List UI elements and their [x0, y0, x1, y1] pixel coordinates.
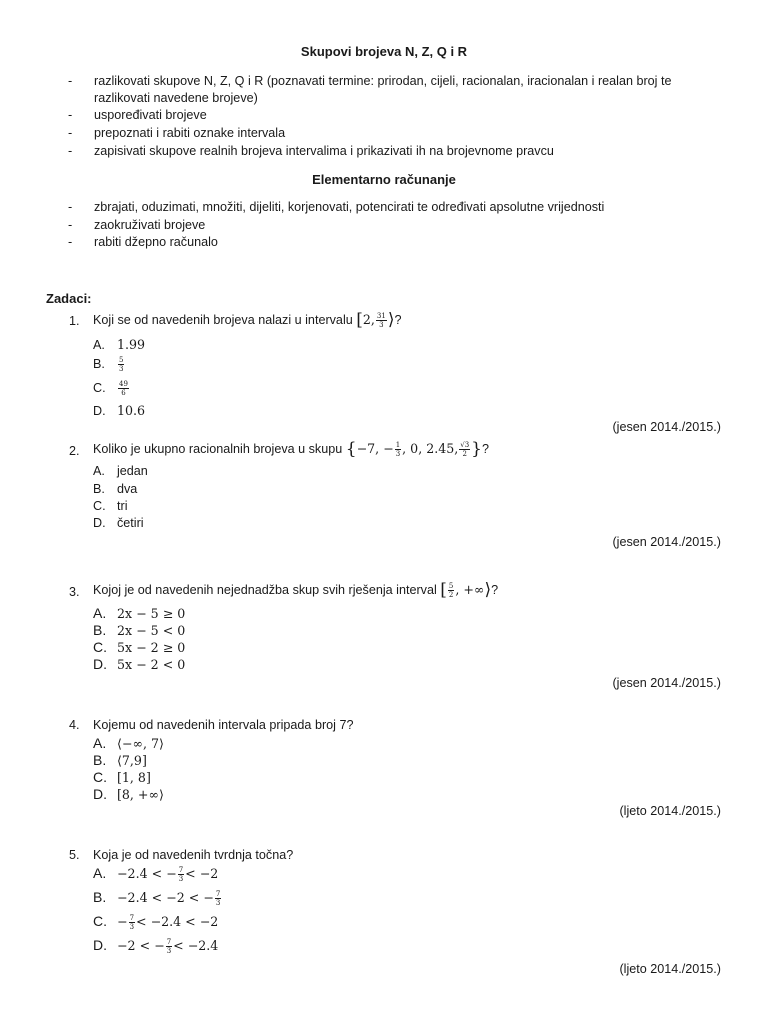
option-value: −2.4 < −2 < − [117, 890, 214, 905]
option-letter: B. [93, 356, 105, 371]
option-value: ⟨7,9] [117, 753, 147, 768]
task-2-number: 2. [69, 444, 80, 458]
task-source: (jesen 2014./2015.) [612, 676, 721, 690]
objective-item: rabiti džepno računalo [94, 235, 218, 249]
task-source: (jesen 2014./2015.) [612, 535, 721, 549]
question-mark: ? [482, 442, 490, 456]
fraction [118, 356, 124, 373]
option-letter: C. [93, 380, 106, 395]
option-letter: D. [93, 656, 107, 672]
objective-item: razlikovati skupove N, Z, Q i R (poznavati termine: prirodan, cijeli, racionalan, iracionalan i realan broj te [94, 74, 672, 88]
option-letter: D. [93, 404, 106, 418]
option-value: 1.99 [117, 337, 146, 352]
option-b [93, 356, 125, 373]
fraction-numerator: 7 [215, 890, 221, 899]
option-a [93, 606, 185, 622]
bullet-dash: - [68, 144, 73, 158]
fraction [166, 938, 172, 955]
option-letter: D. [93, 786, 107, 802]
option-b [93, 890, 222, 907]
interval-bracket: ⟩ [484, 580, 492, 601]
option-a [93, 736, 164, 752]
fraction-numerator: 1 [395, 441, 401, 450]
option-d [93, 516, 144, 531]
fraction-denominator: 3 [119, 365, 124, 373]
fraction [395, 441, 401, 458]
option-value: < −2.4 [173, 938, 219, 953]
bullet-dash: - [68, 235, 73, 249]
option-value: [1, 8] [117, 770, 151, 785]
task-question-text: Koliko je ukupno racionalnih brojeva u skupu [93, 442, 343, 456]
option-value: − [117, 914, 128, 929]
objective-item: prepoznati i rabiti oznake intervala [94, 126, 286, 140]
option-letter: A. [93, 338, 105, 352]
task-question-text: Kojoj je od navedenih nejednadžba skup svih rješenja interval [93, 583, 437, 597]
objective-item: zbrajati, oduzimati, množiti, dijeliti, korjenovati, potencirati te određivati apsolutne vrijednosti [94, 200, 605, 214]
fraction-denominator: 3 [215, 899, 221, 908]
fraction-denominator: 2 [448, 591, 454, 600]
option-b [93, 753, 147, 769]
fraction [448, 582, 454, 599]
option-letter: A. [93, 605, 107, 621]
option-value: < −2.4 < −2 [136, 914, 219, 929]
fraction-denominator: 3 [178, 875, 184, 884]
fraction-numerator: 7 [178, 866, 184, 875]
fraction-denominator: 6 [121, 389, 126, 397]
interval-bracket: [ [356, 310, 363, 331]
fraction [376, 312, 387, 329]
option-value: 5x − 2 < 0 [117, 657, 186, 672]
task-source: (ljeto 2014./2015.) [619, 962, 721, 976]
fraction-numerator: 5 [119, 356, 124, 364]
option-letter: B. [93, 889, 107, 905]
option-value: četiri [117, 516, 144, 530]
bullet-dash: - [68, 108, 73, 122]
fraction [215, 890, 221, 907]
option-value: ⟨−∞, 7⟩ [117, 736, 164, 751]
fraction-denominator: 3 [129, 923, 135, 932]
option-d [93, 787, 164, 803]
task-5-question: Koja je od navedenih tvrdnja točna? [93, 848, 294, 862]
task-3-number: 3. [69, 585, 80, 599]
fraction-numerator: 7 [166, 938, 172, 947]
objective-item: zaokruživati brojeve [94, 218, 206, 232]
bullet-dash: - [68, 200, 73, 214]
fraction-numerator: 49 [119, 380, 128, 388]
option-value: dva [117, 482, 138, 496]
option-value: 2x − 5 < 0 [117, 623, 186, 638]
option-value: tri [117, 499, 128, 513]
option-letter: A. [93, 865, 107, 881]
option-letter: A. [93, 735, 107, 751]
task-1-number: 1. [69, 314, 80, 328]
option-d [93, 403, 145, 419]
option-letter: B. [93, 752, 107, 768]
interval-bracket: ⟩ [387, 310, 395, 331]
set-part: , 0, 2.45, [402, 441, 459, 456]
section1-title: Skupovi brojeva N, Z, Q i R [300, 44, 468, 59]
option-letter: D. [93, 937, 107, 953]
option-c [93, 914, 218, 931]
option-value: 2x − 5 ≥ 0 [117, 606, 186, 621]
option-letter: C. [93, 639, 107, 655]
tasks-heading: Zadaci: [46, 291, 92, 306]
bullet-dash: - [68, 74, 73, 88]
fraction-denominator: 2 [462, 450, 467, 459]
option-value: 5x − 2 ≥ 0 [117, 640, 186, 655]
task-question-text: Koji se od navedenih brojeva nalazi u intervalu [93, 313, 353, 327]
option-value: −2 < − [117, 938, 165, 953]
fraction-numerator: 31 [376, 312, 386, 321]
objective-item: razlikovati navedene brojeve) [94, 91, 258, 105]
interval-bracket: [ [440, 580, 447, 601]
option-value: 10.6 [117, 403, 146, 418]
objective-item: uspoređivati brojeve [94, 108, 207, 122]
fraction [178, 866, 184, 883]
task-2-question [93, 441, 489, 458]
interval-start: 2, [362, 312, 375, 327]
option-letter: D. [93, 516, 106, 530]
option-letter: B. [93, 482, 105, 496]
option-letter: B. [93, 622, 107, 638]
option-c [93, 380, 130, 397]
set-part: −7, − [356, 441, 394, 456]
option-value: [8, +∞⟩ [117, 787, 164, 802]
question-mark: ? [491, 583, 499, 597]
fraction [459, 441, 470, 458]
option-a [93, 866, 218, 883]
task-source: (ljeto 2014./2015.) [619, 804, 721, 818]
fraction-denominator: 3 [395, 450, 401, 459]
fraction-denominator: 3 [166, 947, 172, 956]
objective-item: zapisivati skupove realnih brojeva intervalima i prikazivati ih na brojevnome pravcu [94, 144, 554, 158]
fraction-numerator: 7 [129, 914, 135, 923]
task-4-number: 4. [69, 718, 80, 732]
fraction-denominator: 3 [379, 321, 384, 330]
fraction-numerator: 5 [448, 582, 454, 591]
bullet-dash: - [68, 218, 73, 232]
task-3-question [93, 582, 498, 599]
option-b [93, 623, 185, 639]
option-letter: C. [93, 769, 107, 785]
option-a [93, 464, 148, 479]
option-value: < −2 [185, 866, 219, 881]
task-5-number: 5. [69, 848, 80, 862]
option-c [93, 770, 151, 786]
task-4-question: Kojemu od navedenih intervala pripada broj 7? [93, 718, 354, 732]
option-letter: A. [93, 464, 105, 478]
task-source: (jesen 2014./2015.) [612, 420, 721, 434]
option-value: jedan [117, 464, 148, 478]
option-c [93, 499, 128, 514]
option-d [93, 657, 185, 673]
fraction-numerator: √3 [460, 441, 470, 450]
set-brace: } [471, 439, 482, 460]
option-a [93, 337, 145, 353]
set-brace: { [345, 439, 357, 460]
question-mark: ? [394, 313, 402, 327]
section2-title: Elementarno računanje [312, 172, 456, 187]
fraction [129, 914, 135, 931]
bullet-dash: - [68, 126, 73, 140]
option-letter: C. [93, 499, 106, 513]
option-value: −2.4 < − [117, 866, 177, 881]
task-1-question [93, 312, 402, 329]
option-c [93, 640, 185, 656]
option-b [93, 482, 137, 497]
option-d [93, 938, 218, 955]
option-letter: C. [93, 913, 107, 929]
interval-end: , +∞ [455, 582, 485, 597]
fraction [118, 380, 129, 397]
